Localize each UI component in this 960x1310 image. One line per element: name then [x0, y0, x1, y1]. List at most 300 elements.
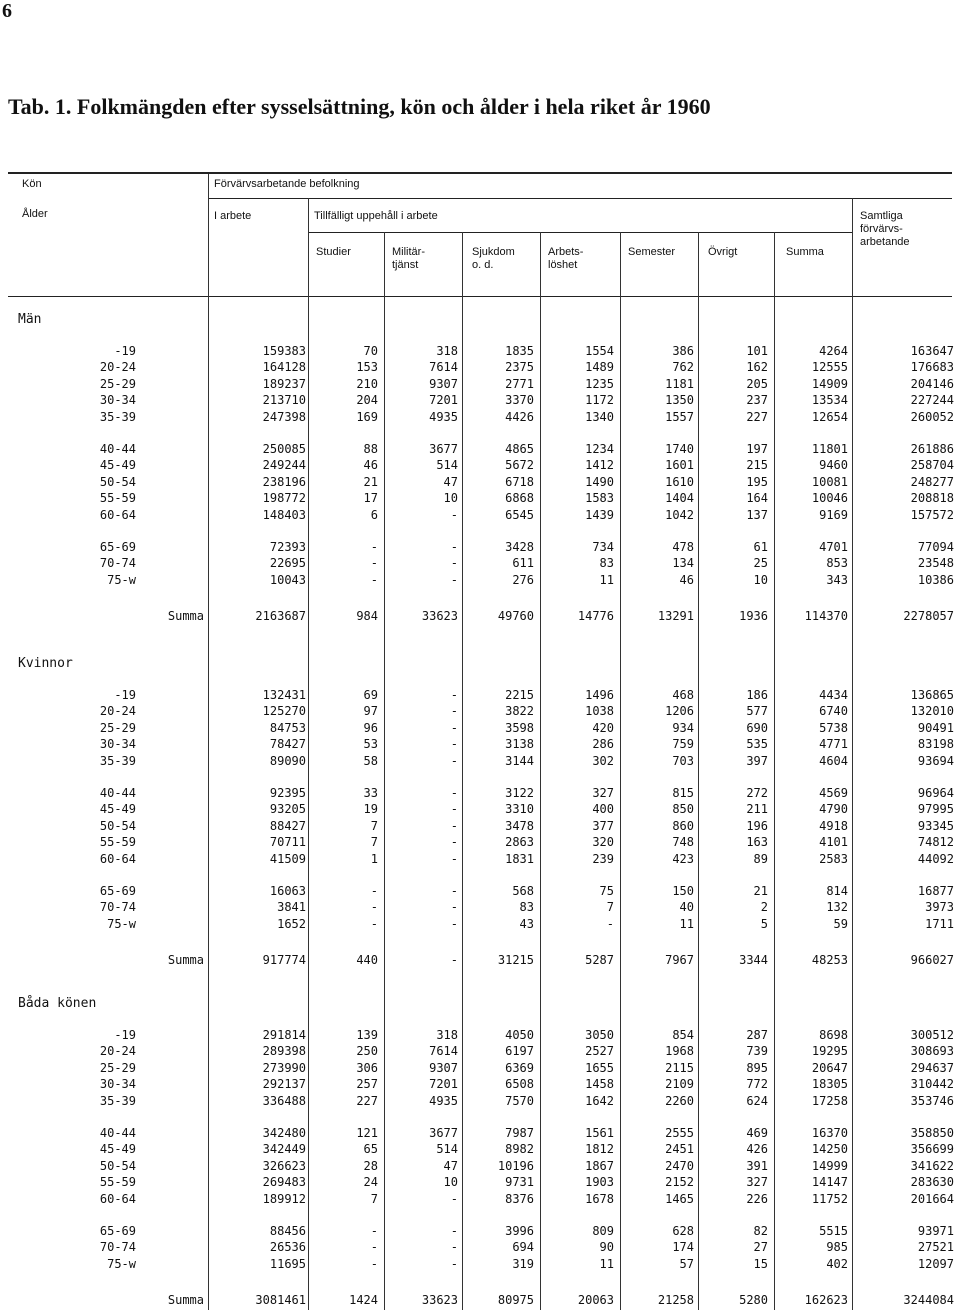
- table-cell: 7614: [429, 1044, 458, 1059]
- table-cell: 150: [672, 884, 694, 898]
- table-cell: 46: [679, 572, 694, 587]
- table-cell: 1172: [585, 393, 614, 408]
- table-cell: 2375: [505, 360, 534, 375]
- table-cell: 83: [599, 556, 614, 571]
- table-cell: 1404: [665, 491, 694, 506]
- table-cell: 53: [363, 737, 378, 752]
- table-cell: 93694: [917, 753, 954, 768]
- table-cell: 10: [443, 1175, 458, 1190]
- table-cell: 10046: [811, 491, 848, 506]
- table-cell: 353746: [910, 1093, 954, 1108]
- age-label: 35-39: [99, 753, 136, 768]
- header-arbets-line2: löshet: [548, 259, 578, 271]
- table-cell: 286: [592, 737, 614, 752]
- table-cell: 26536: [269, 1240, 306, 1255]
- table-cell: 17: [363, 491, 378, 506]
- age-label: 40-44: [99, 786, 136, 800]
- table-cell: 386: [672, 344, 694, 358]
- table-cell: 208818: [910, 491, 954, 506]
- sum-cell: 80975: [497, 1293, 534, 1308]
- table-cell: 2583: [819, 851, 848, 866]
- table-cell: 1350: [665, 393, 694, 408]
- sum-cell: 3344: [739, 953, 768, 968]
- table-cell: 1601: [665, 458, 694, 473]
- table-cell: 13534: [811, 393, 848, 408]
- table-cell: 132431: [262, 688, 306, 702]
- column-rule: [308, 198, 309, 232]
- age-label: 70-74: [99, 900, 136, 915]
- column-rule: [698, 232, 699, 1310]
- table-cell: 272: [746, 786, 768, 800]
- table-cell: 83: [519, 900, 534, 915]
- header-militar-line2: tjänst: [392, 259, 419, 271]
- age-label: 25-29: [99, 1060, 136, 1075]
- table-cell: 69: [363, 688, 378, 702]
- age-label: 20-24: [99, 360, 136, 375]
- table-cell: 136865: [910, 688, 954, 702]
- column-rule: [208, 174, 209, 1310]
- table-cell: 164128: [262, 360, 306, 375]
- table-cell: 1583: [585, 491, 614, 506]
- section-label: Båda könen: [18, 996, 97, 1011]
- table-cell: 21: [753, 884, 768, 898]
- page-number: 6: [2, 0, 12, 22]
- table-cell: 3138: [505, 737, 534, 752]
- table-cell: 97: [363, 704, 378, 719]
- table-cell: 169: [356, 409, 378, 424]
- age-label: 55-59: [99, 491, 136, 506]
- table-cell: 772: [746, 1077, 768, 1092]
- table-cell: 3478: [505, 818, 534, 833]
- table-cell: 1235: [585, 376, 614, 391]
- table-cell: 1465: [665, 1191, 694, 1206]
- table-cell: 3370: [505, 393, 534, 408]
- table-cell: 14999: [811, 1158, 848, 1173]
- table-cell: -: [450, 572, 458, 587]
- table-cell: 420: [592, 720, 614, 735]
- sum-cell: 917774: [262, 953, 306, 968]
- sum-cell: 14776: [577, 609, 614, 624]
- table-cell: 4771: [819, 737, 848, 752]
- table-cell: 308693: [910, 1044, 954, 1059]
- table-cell: 77094: [917, 540, 954, 554]
- table-cell: 4264: [819, 344, 848, 358]
- header-samtliga-line3: arbetande: [860, 236, 910, 248]
- table-cell: 227244: [910, 393, 954, 408]
- table-cell: 320: [592, 835, 614, 850]
- table-cell: 58: [363, 753, 378, 768]
- table-cell: 3428: [505, 540, 534, 554]
- table-cell: 189237: [262, 376, 306, 391]
- age-label: 55-59: [99, 1175, 136, 1190]
- sum-cell: 5280: [739, 1293, 768, 1308]
- table-cell: 7: [370, 835, 378, 850]
- sum-cell: -: [450, 953, 458, 968]
- table-cell: 153: [356, 360, 378, 375]
- table-cell: -: [370, 1224, 378, 1238]
- sum-label: Summa: [167, 1293, 204, 1308]
- table-cell: 514: [436, 1142, 458, 1157]
- age-label: 55-59: [99, 835, 136, 850]
- table-cell: 343: [826, 572, 848, 587]
- column-rule: [462, 232, 463, 1310]
- table-cell: 121: [356, 1126, 378, 1140]
- header-forvarvsarbetande: Förvärvsarbetande befolkning: [214, 178, 360, 190]
- table-cell: 4101: [819, 835, 848, 850]
- table-cell: 628: [672, 1224, 694, 1238]
- table-cell: 47: [443, 1158, 458, 1173]
- table-cell: 1340: [585, 409, 614, 424]
- table-cell: 157572: [910, 507, 954, 522]
- table-cell: 22695: [269, 556, 306, 571]
- table-cell: 137: [746, 507, 768, 522]
- table-cell: 8982: [505, 1142, 534, 1157]
- table-cell: -: [450, 1256, 458, 1271]
- table-cell: 27: [753, 1240, 768, 1255]
- table-cell: 269483: [262, 1175, 306, 1190]
- table-cell: 162: [746, 360, 768, 375]
- table-cell: 6740: [819, 704, 848, 719]
- table-cell: 1489: [585, 360, 614, 375]
- table-cell: 4426: [505, 409, 534, 424]
- table-cell: 239: [592, 851, 614, 866]
- table-cell: 134: [672, 556, 694, 571]
- table-cell: 292137: [262, 1077, 306, 1092]
- age-label: 75-w: [107, 916, 136, 931]
- table-cell: 4569: [819, 786, 848, 800]
- table-cell: 163647: [910, 344, 954, 358]
- sum-cell: 162623: [804, 1293, 848, 1308]
- table-cell: 10196: [497, 1158, 534, 1173]
- table-cell: 61: [753, 540, 768, 554]
- age-label: 35-39: [99, 1093, 136, 1108]
- table-cell: 739: [746, 1044, 768, 1059]
- table-cell: 148403: [262, 507, 306, 522]
- table-cell: 1554: [585, 344, 614, 358]
- sum-cell: 440: [356, 953, 378, 968]
- age-label: 20-24: [99, 704, 136, 719]
- sum-label: Summa: [167, 609, 204, 624]
- table-cell: 9307: [429, 376, 458, 391]
- table-cell: -: [450, 737, 458, 752]
- table-cell: 377: [592, 818, 614, 833]
- table-cell: 568: [512, 884, 534, 898]
- table-cell: 257: [356, 1077, 378, 1092]
- table-cell: 97995: [917, 802, 954, 817]
- table-cell: 1867: [585, 1158, 614, 1173]
- table-cell: 6197: [505, 1044, 534, 1059]
- age-label: 50-54: [99, 1158, 136, 1173]
- table-cell: 895: [746, 1060, 768, 1075]
- table-cell: 3598: [505, 720, 534, 735]
- table-cell: 226: [746, 1191, 768, 1206]
- table-cell: 748: [672, 835, 694, 850]
- sum-cell: 33623: [421, 1293, 458, 1308]
- table-cell: 694: [512, 1240, 534, 1255]
- table-cell: 2260: [665, 1093, 694, 1108]
- table-cell: 809: [592, 1224, 614, 1238]
- table-cell: 196: [746, 818, 768, 833]
- table-cell: -: [450, 556, 458, 571]
- table-cell: 40: [679, 900, 694, 915]
- table-cell: 318: [436, 1028, 458, 1042]
- header-rule-tillfalligt: [308, 232, 852, 233]
- table-cell: -: [450, 900, 458, 915]
- table-cell: 11: [599, 572, 614, 587]
- table-cell: -: [370, 884, 378, 898]
- table-cell: 12097: [917, 1256, 954, 1271]
- table-cell: 163: [746, 835, 768, 850]
- table-cell: 247398: [262, 409, 306, 424]
- table-cell: 1642: [585, 1093, 614, 1108]
- table-cell: 10: [753, 572, 768, 587]
- table-cell: 302: [592, 753, 614, 768]
- age-label: 30-34: [99, 1077, 136, 1092]
- table-cell: 14250: [811, 1142, 848, 1157]
- table-cell: 3122: [505, 786, 534, 800]
- table-cell: 10043: [269, 572, 306, 587]
- table-cell: 5: [760, 916, 768, 931]
- table-cell: 815: [672, 786, 694, 800]
- table-cell: 88456: [269, 1224, 306, 1238]
- table-cell: 227: [356, 1093, 378, 1108]
- table-cell: 20647: [811, 1060, 848, 1075]
- table-cell: 3310: [505, 802, 534, 817]
- table-cell: -: [450, 786, 458, 800]
- table-cell: 759: [672, 737, 694, 752]
- header-i-arbete: I arbete: [214, 210, 252, 222]
- sum-cell: 21258: [657, 1293, 694, 1308]
- table-cell: -: [450, 1240, 458, 1255]
- age-label: 60-64: [99, 1191, 136, 1206]
- table-cell: 176683: [910, 360, 954, 375]
- age-label: 30-34: [99, 393, 136, 408]
- sum-cell: 114370: [804, 609, 848, 624]
- table-cell: 11752: [811, 1191, 848, 1206]
- table-cell: 273990: [262, 1060, 306, 1075]
- table-cell: 25: [753, 556, 768, 571]
- sum-cell: 984: [356, 609, 378, 624]
- table-cell: 7: [370, 1191, 378, 1206]
- header-kon: Kön: [22, 178, 42, 190]
- table-cell: 7201: [429, 1077, 458, 1092]
- sum-cell: 33623: [421, 609, 458, 624]
- age-label: 45-49: [99, 458, 136, 473]
- table-cell: 2152: [665, 1175, 694, 1190]
- age-label: -19: [114, 344, 136, 358]
- table-cell: 2115: [665, 1060, 694, 1075]
- table-cell: 9460: [819, 458, 848, 473]
- header-arbets-line1: Arbets-: [548, 246, 584, 258]
- table-cell: 6545: [505, 507, 534, 522]
- table-cell: 11: [679, 916, 694, 931]
- age-label: 65-69: [99, 1224, 136, 1238]
- table-cell: 237: [746, 393, 768, 408]
- table-cell: 90: [599, 1240, 614, 1255]
- table-cell: -: [450, 916, 458, 931]
- sum-cell: 7967: [665, 953, 694, 968]
- table-cell: 189912: [262, 1191, 306, 1206]
- table-cell: -: [370, 540, 378, 554]
- table-cell: 326623: [262, 1158, 306, 1173]
- table-cell: 287: [746, 1028, 768, 1042]
- table-cell: 14147: [811, 1175, 848, 1190]
- table-cell: 89090: [269, 753, 306, 768]
- table-cell: 319: [512, 1256, 534, 1271]
- table-cell: 2863: [505, 835, 534, 850]
- header-samtliga-line2: förvärvs-: [860, 223, 903, 235]
- table-cell: 19295: [811, 1044, 848, 1059]
- table-cell: 318: [436, 344, 458, 358]
- table-cell: 1652: [277, 916, 306, 931]
- table-cell: 43: [519, 916, 534, 931]
- sum-cell: 3081461: [255, 1293, 306, 1308]
- table-cell: 132010: [910, 704, 954, 719]
- table-cell: -: [450, 688, 458, 702]
- table-cell: 342449: [262, 1142, 306, 1157]
- table-cell: 33: [363, 786, 378, 800]
- table-cell: 6868: [505, 491, 534, 506]
- table-cell: 215: [746, 458, 768, 473]
- table-cell: 3996: [505, 1224, 534, 1238]
- table-cell: 78427: [269, 737, 306, 752]
- table-cell: 139: [356, 1028, 378, 1042]
- sum-cell: 1936: [739, 609, 768, 624]
- header-rule-forvarvs: [208, 198, 952, 199]
- sum-cell: 5287: [585, 953, 614, 968]
- table-cell: 238196: [262, 474, 306, 489]
- table-cell: 11801: [811, 442, 848, 456]
- table-cell: 205: [746, 376, 768, 391]
- table-cell: 1831: [505, 851, 534, 866]
- table-cell: 402: [826, 1256, 848, 1271]
- table-cell: 3973: [925, 900, 954, 915]
- table-cell: 23548: [917, 556, 954, 571]
- table-cell: 21: [363, 474, 378, 489]
- table-cell: 327: [746, 1175, 768, 1190]
- table-cell: 468: [672, 688, 694, 702]
- sum-cell: 31215: [497, 953, 534, 968]
- table-cell: 84753: [269, 720, 306, 735]
- age-label: 60-64: [99, 851, 136, 866]
- table-cell: 75: [599, 884, 614, 898]
- table-cell: 11: [599, 1256, 614, 1271]
- table-cell: 1812: [585, 1142, 614, 1157]
- table-cell: 2109: [665, 1077, 694, 1092]
- table-cell: 249244: [262, 458, 306, 473]
- table-cell: 14909: [811, 376, 848, 391]
- sum-label: Summa: [167, 953, 204, 968]
- table-cell: 291814: [262, 1028, 306, 1042]
- table-cell: 423: [672, 851, 694, 866]
- sum-cell: 2163687: [255, 609, 306, 624]
- table-cell: 159383: [262, 344, 306, 358]
- table-cell: 5672: [505, 458, 534, 473]
- table-cell: 4790: [819, 802, 848, 817]
- sum-cell: 48253: [811, 953, 848, 968]
- age-label: -19: [114, 1028, 136, 1042]
- table-cell: 10386: [917, 572, 954, 587]
- table-cell: 535: [746, 737, 768, 752]
- table-cell: 1835: [505, 344, 534, 358]
- table-cell: 860: [672, 818, 694, 833]
- table-cell: 577: [746, 704, 768, 719]
- table-cell: 96: [363, 720, 378, 735]
- table-cell: -: [450, 704, 458, 719]
- table-cell: 12555: [811, 360, 848, 375]
- header-samtliga-line1: Samtliga: [860, 210, 903, 222]
- table-cell: -: [450, 851, 458, 866]
- table-cell: 2: [760, 900, 768, 915]
- table-cell: 101: [746, 344, 768, 358]
- table-cell: 5515: [819, 1224, 848, 1238]
- header-sjukdom-line2: o. d.: [472, 259, 494, 271]
- table-cell: 46: [363, 458, 378, 473]
- table-cell: 88427: [269, 818, 306, 833]
- column-rule: [852, 198, 853, 1310]
- table-cell: -: [450, 1224, 458, 1238]
- table-cell: 2470: [665, 1158, 694, 1173]
- table-cell: 1655: [585, 1060, 614, 1075]
- table-cell: 6: [370, 507, 378, 522]
- age-label: 45-49: [99, 1142, 136, 1157]
- table-cell: 93971: [917, 1224, 954, 1238]
- header-top-rule: [8, 172, 952, 174]
- table-cell: 514: [436, 458, 458, 473]
- age-label: 25-29: [99, 376, 136, 391]
- age-label: 45-49: [99, 802, 136, 817]
- table-cell: 47: [443, 474, 458, 489]
- header-ovrigt: Övrigt: [708, 246, 738, 258]
- table-cell: 4935: [429, 409, 458, 424]
- table-cell: 18305: [811, 1077, 848, 1092]
- table-cell: 1610: [665, 474, 694, 489]
- table-cell: 6369: [505, 1060, 534, 1075]
- table-cell: 28: [363, 1158, 378, 1173]
- table-cell: 690: [746, 720, 768, 735]
- table-cell: 1234: [585, 442, 614, 456]
- column-rule: [308, 198, 309, 1310]
- header-semester: Semester: [628, 246, 676, 258]
- table-cell: 198772: [262, 491, 306, 506]
- table-cell: 201664: [910, 1191, 954, 1206]
- header-alder: Ålder: [22, 208, 48, 220]
- table-cell: 2771: [505, 376, 534, 391]
- sum-cell: 966027: [910, 953, 954, 968]
- section-label: Kvinnor: [18, 656, 73, 671]
- table-cell: 82: [753, 1224, 768, 1238]
- table-cell: 5738: [819, 720, 848, 735]
- table-cell: 211: [746, 802, 768, 817]
- section-label: Män: [18, 312, 42, 327]
- table-cell: 294637: [910, 1060, 954, 1075]
- table-cell: 204146: [910, 376, 954, 391]
- table-cell: 9731: [505, 1175, 534, 1190]
- table-cell: 850: [672, 802, 694, 817]
- table-cell: 90491: [917, 720, 954, 735]
- table-cell: 186: [746, 688, 768, 702]
- table-cell: 164: [746, 491, 768, 506]
- sum-cell: 3244084: [903, 1293, 954, 1308]
- table-cell: 132: [826, 900, 848, 915]
- table-cell: 19: [363, 802, 378, 817]
- age-label: 60-64: [99, 507, 136, 522]
- age-label: 50-54: [99, 818, 136, 833]
- table-cell: 1206: [665, 704, 694, 719]
- table-cell: 734: [592, 540, 614, 554]
- table-cell: 16877: [917, 884, 954, 898]
- table-cell: 6718: [505, 474, 534, 489]
